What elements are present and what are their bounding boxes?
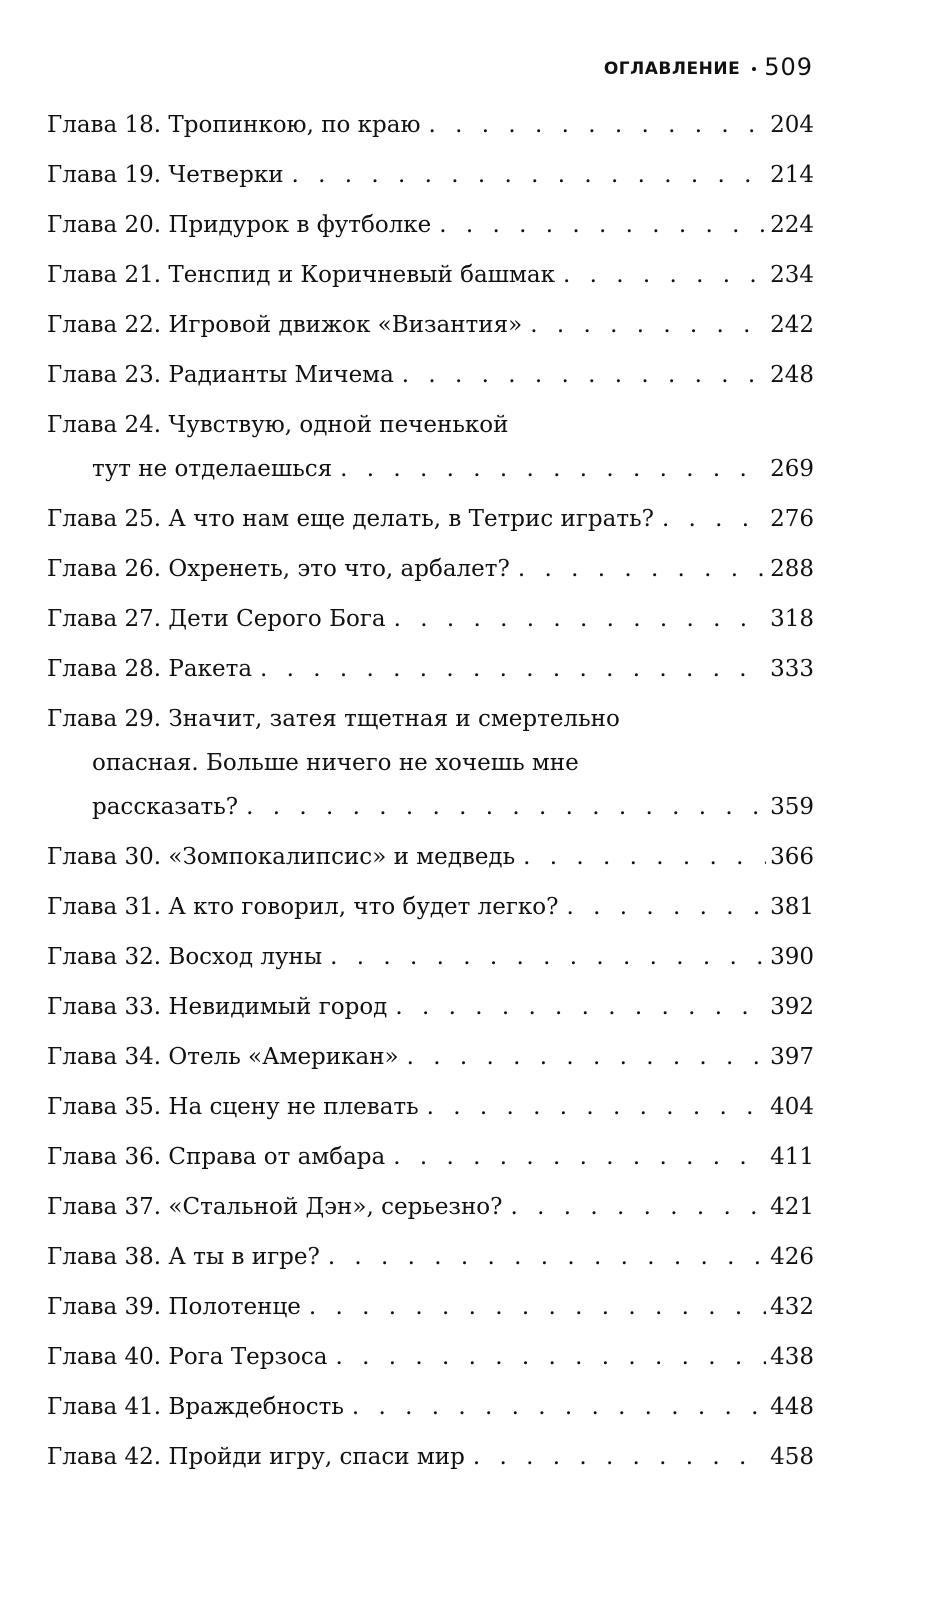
chapter-page-number: 432 xyxy=(770,1294,814,1320)
chapter-title: А ты в игре? xyxy=(168,1244,320,1270)
chapter-title: Значит, затея тщетная и смертельно xyxy=(168,706,620,732)
toc-entry xyxy=(47,497,814,547)
toc-entry xyxy=(47,835,814,885)
chapter-title: «Зомпокалипсис» и медведь xyxy=(168,844,516,870)
chapter-label: Глава 21. xyxy=(47,262,162,288)
toc-entry xyxy=(47,1285,814,1335)
chapter-title: Справа от амбара xyxy=(168,1144,386,1170)
toc-entry xyxy=(47,403,814,497)
chapter-title: Четверки xyxy=(168,162,284,188)
dot-leader xyxy=(662,497,766,541)
toc-entry-line xyxy=(47,1285,814,1329)
chapter-page-number: 234 xyxy=(770,262,814,288)
toc-entry-line xyxy=(47,497,814,541)
dot-leader xyxy=(393,1135,766,1179)
chapter-title: Невидимый город xyxy=(168,994,388,1020)
dot-leader xyxy=(394,597,766,641)
toc-entry xyxy=(47,1085,814,1135)
toc-entry-line xyxy=(47,403,814,447)
chapter-page-number: 392 xyxy=(770,994,814,1020)
chapter-label: Глава 29. xyxy=(47,706,162,732)
chapter-label: Глава 23. xyxy=(47,362,162,388)
chapter-label: Глава 39. xyxy=(47,1294,162,1320)
chapter-title: Придурок в футболке xyxy=(168,212,432,238)
running-head xyxy=(604,52,813,84)
toc-entry xyxy=(47,885,814,935)
chapter-page-number: 276 xyxy=(770,506,814,532)
dot-leader xyxy=(330,935,766,979)
chapter-label: Глава 18. xyxy=(47,112,162,138)
chapter-title-continuation: рассказать? xyxy=(92,794,239,820)
chapter-page-number: 421 xyxy=(770,1194,814,1220)
chapter-page-number: 318 xyxy=(770,606,814,632)
page-number: 509 xyxy=(764,53,813,81)
chapter-page-number: 359 xyxy=(770,794,814,820)
toc-entry-line xyxy=(47,885,814,929)
chapter-page-number: 333 xyxy=(770,656,814,682)
chapter-label: Глава 33. xyxy=(47,994,162,1020)
dot-leader xyxy=(439,203,766,247)
chapter-page-number: 411 xyxy=(770,1144,814,1170)
chapter-page-number: 224 xyxy=(770,212,814,238)
toc-entry xyxy=(47,353,814,403)
dot-leader xyxy=(309,1285,766,1329)
chapter-title: Полотенце xyxy=(168,1294,301,1320)
chapter-title: Враждебность xyxy=(168,1394,344,1420)
toc-entry xyxy=(47,103,814,153)
toc-entry xyxy=(47,303,814,353)
dot-leader xyxy=(402,353,766,397)
toc-entry-line xyxy=(47,1435,814,1479)
toc-entry-line xyxy=(47,203,814,247)
toc-entry-line xyxy=(47,1035,814,1079)
toc-entry-line xyxy=(47,1335,814,1379)
toc-entry xyxy=(47,597,814,647)
chapter-title: Игровой движок «Византия» xyxy=(168,312,523,338)
dot-leader xyxy=(563,253,766,297)
chapter-title: А кто говорил, что будет легко? xyxy=(168,894,559,920)
chapter-page-number: 381 xyxy=(770,894,814,920)
chapter-title: Отель «Американ» xyxy=(168,1044,399,1070)
toc-entry-line xyxy=(47,835,814,879)
dot-leader xyxy=(340,447,766,491)
chapter-page-number: 426 xyxy=(770,1244,814,1270)
chapter-page-number: 458 xyxy=(770,1444,814,1470)
toc-entry xyxy=(47,935,814,985)
chapter-page-number: 448 xyxy=(770,1394,814,1420)
toc-entry-line xyxy=(47,1235,814,1279)
section-title: ОГЛАВЛЕНИЕ xyxy=(603,59,741,79)
chapter-title: Чувствую, одной печенькой xyxy=(168,412,509,438)
chapter-label: Глава 31. xyxy=(47,894,162,920)
chapter-page-number: 242 xyxy=(770,312,814,338)
chapter-label: Глава 35. xyxy=(47,1094,162,1120)
chapter-title: На сцену не плевать xyxy=(168,1094,419,1120)
chapter-title: Пройди игру, спаси мир xyxy=(168,1444,465,1470)
chapter-label: Глава 20. xyxy=(47,212,162,238)
toc-entry xyxy=(47,1235,814,1285)
toc-entry-line xyxy=(47,647,814,691)
chapter-page-number: 269 xyxy=(770,456,814,482)
toc-entry xyxy=(47,1035,814,1085)
dot-leader xyxy=(427,1085,766,1129)
toc-entry-line xyxy=(47,935,814,979)
toc-entry-line xyxy=(47,253,814,297)
toc-entry-line xyxy=(47,985,814,1029)
toc-entry xyxy=(47,253,814,303)
toc-entry-line xyxy=(47,597,814,641)
chapter-page-number: 404 xyxy=(770,1094,814,1120)
chapter-title: Рога Терзоса xyxy=(168,1344,328,1370)
toc-entry xyxy=(47,697,814,835)
table-of-contents xyxy=(47,103,814,1485)
dot-leader xyxy=(429,103,767,147)
chapter-title: Охренеть, это что, арбалет? xyxy=(168,556,510,582)
chapter-label: Глава 36. xyxy=(47,1144,162,1170)
toc-entry-line xyxy=(47,1185,814,1229)
chapter-page-number: 288 xyxy=(770,556,814,582)
chapter-page-number: 366 xyxy=(770,844,814,870)
chapter-title: «Стальной Дэн», серьезно? xyxy=(168,1194,503,1220)
dot-leader xyxy=(473,1435,766,1479)
chapter-page-number: 397 xyxy=(770,1044,814,1070)
toc-entry-line xyxy=(47,1085,814,1129)
toc-entry-continuation xyxy=(47,447,814,491)
toc-entry xyxy=(47,153,814,203)
chapter-title: Восход луны xyxy=(168,944,323,970)
chapter-title: Тропинкою, по краю xyxy=(168,112,421,138)
dot-leader xyxy=(260,647,766,691)
toc-entry-line xyxy=(47,1385,814,1429)
dot-leader xyxy=(523,835,766,879)
chapter-label: Глава 34. xyxy=(47,1044,162,1070)
dot-leader xyxy=(335,1335,766,1379)
dot-leader xyxy=(246,785,766,829)
toc-entry-line xyxy=(47,303,814,347)
chapter-label: Глава 25. xyxy=(47,506,162,532)
chapter-title: Дети Серого Бога xyxy=(168,606,386,632)
chapter-label: Глава 27. xyxy=(47,606,162,632)
toc-entry xyxy=(47,985,814,1035)
toc-entry xyxy=(47,203,814,253)
toc-entry xyxy=(47,1335,814,1385)
dot-leader xyxy=(510,1185,766,1229)
chapter-page-number: 438 xyxy=(770,1344,814,1370)
chapter-page-number: 390 xyxy=(770,944,814,970)
toc-entry-continuation xyxy=(47,741,814,785)
chapter-label: Глава 32. xyxy=(47,944,162,970)
dot-leader xyxy=(530,303,766,347)
chapter-title-continuation: опасная. Больше ничего не хочешь мне xyxy=(92,750,579,776)
toc-entry-line xyxy=(47,153,814,197)
chapter-title-continuation: тут не отделаешься xyxy=(92,456,333,482)
toc-entry-line xyxy=(47,697,814,741)
toc-entry-continuation xyxy=(47,785,814,829)
dot-leader xyxy=(395,985,766,1029)
toc-entry xyxy=(47,647,814,697)
chapter-label: Глава 26. xyxy=(47,556,162,582)
dot-leader xyxy=(292,153,767,197)
separator-dot-icon xyxy=(752,67,756,71)
chapter-title: Радианты Мичема xyxy=(168,362,394,388)
toc-entry-line xyxy=(47,547,814,591)
toc-entry-line xyxy=(47,353,814,397)
chapter-label: Глава 19. xyxy=(47,162,162,188)
dot-leader xyxy=(352,1385,766,1429)
chapter-label: Глава 37. xyxy=(47,1194,162,1220)
chapter-title: А что нам еще делать, в Тетрис играть? xyxy=(168,506,654,532)
chapter-label: Глава 42. xyxy=(47,1444,162,1470)
dot-leader xyxy=(407,1035,767,1079)
dot-leader xyxy=(328,1235,766,1279)
chapter-page-number: 248 xyxy=(770,362,814,388)
toc-entry-line xyxy=(47,1135,814,1179)
chapter-page-number: 204 xyxy=(770,112,814,138)
chapter-label: Глава 28. xyxy=(47,656,162,682)
chapter-label: Глава 40. xyxy=(47,1344,162,1370)
chapter-label: Глава 41. xyxy=(47,1394,162,1420)
toc-entry xyxy=(47,1135,814,1185)
toc-entry xyxy=(47,1185,814,1235)
chapter-label: Глава 30. xyxy=(47,844,162,870)
toc-entry xyxy=(47,1435,814,1485)
toc-entry-line xyxy=(47,103,814,147)
toc-entry xyxy=(47,547,814,597)
dot-leader xyxy=(518,547,766,591)
chapter-label: Глава 24. xyxy=(47,412,162,438)
chapter-label: Глава 38. xyxy=(47,1244,162,1270)
chapter-title: Тенспид и Коричневый башмак xyxy=(168,262,556,288)
chapter-page-number: 214 xyxy=(770,162,814,188)
chapter-title: Ракета xyxy=(168,656,253,682)
dot-leader xyxy=(567,885,767,929)
toc-entry xyxy=(47,1385,814,1435)
chapter-label: Глава 22. xyxy=(47,312,162,338)
